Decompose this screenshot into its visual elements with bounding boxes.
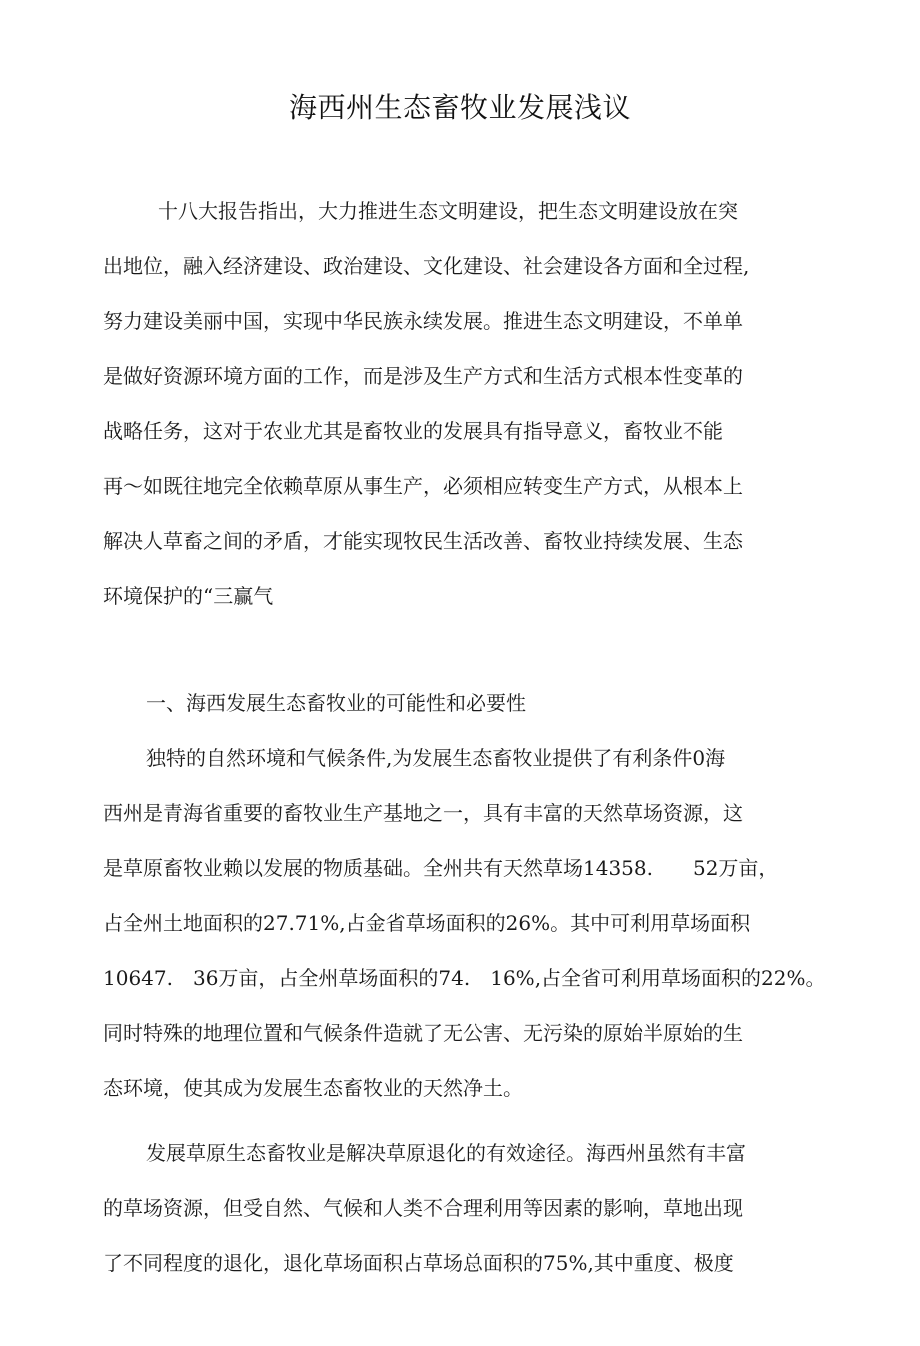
paragraph-line: 西州是青海省重要的畜牧业生产基地之一，具有丰富的天然草场资源，这 <box>103 801 743 825</box>
intro-line: 十八大报告指出，大力推进生态文明建设，把生态文明建设放在突 <box>158 199 738 223</box>
paragraph-line: 独特的自然环境和气候条件,为发展生态畜牧业提供了有利条件0海 <box>146 746 726 770</box>
paragraph-line: 同时特殊的地理位置和气候条件造就了无公害、无污染的原始半原始的生 <box>103 1021 743 1045</box>
paragraph-line: 了不同程度的退化，退化草场面积占草场总面积的75%,其中重度、极度 <box>103 1251 734 1275</box>
paragraph-line: 是草原畜牧业赖以发展的物质基础。全州共有天然草场14358. 52万亩， <box>103 856 779 880</box>
paragraph-line: 占全州土地面积的27.71%,占金省草场面积的26%。其中可利用草场面积 <box>103 911 751 935</box>
paragraph-line: 态环境，使其成为发展生态畜牧业的天然净土。 <box>103 1076 523 1100</box>
intro-line: 环境保护的“三赢气 <box>103 584 274 608</box>
intro-line: 努力建设美丽中国，实现中华民族永续发展。推进生态文明建设，不单单 <box>103 309 743 333</box>
intro-line: 出地位，融入经济建设、政治建设、文化建设、社会建设各方面和全过程, <box>103 254 750 278</box>
intro-line: 再〜如既往地完全依赖草原从事生产，必须相应转变生产方式，从根本上 <box>103 474 743 498</box>
document-title: 海西州生态畜牧业发展浅议 <box>288 91 631 124</box>
intro-line: 解决人草畜之间的矛盾，才能实现牧民生活改善、畜牧业持续发展、生态 <box>103 529 743 553</box>
section-heading: 一、海西发展生态畜牧业的可能性和必要性 <box>146 691 526 715</box>
intro-line: 是做好资源环境方面的工作，而是涉及生产方式和生活方式根本性变革的 <box>103 364 743 388</box>
paragraph-line: 发展草原生态畜牧业是解决草原退化的有效途径。海西州虽然有丰富 <box>146 1141 746 1165</box>
paragraph-line: 的草场资源，但受自然、气候和人类不合理利用等因素的影响，草地出现 <box>103 1196 743 1220</box>
intro-line: 战略任务，这对于农业尤其是畜牧业的发展具有指导意义，畜牧业不能 <box>103 419 723 443</box>
paragraph-line: 10647. 36万亩，占全州草场面积的74. 16%,占全省可利用草场面积的22%。 <box>103 966 826 990</box>
